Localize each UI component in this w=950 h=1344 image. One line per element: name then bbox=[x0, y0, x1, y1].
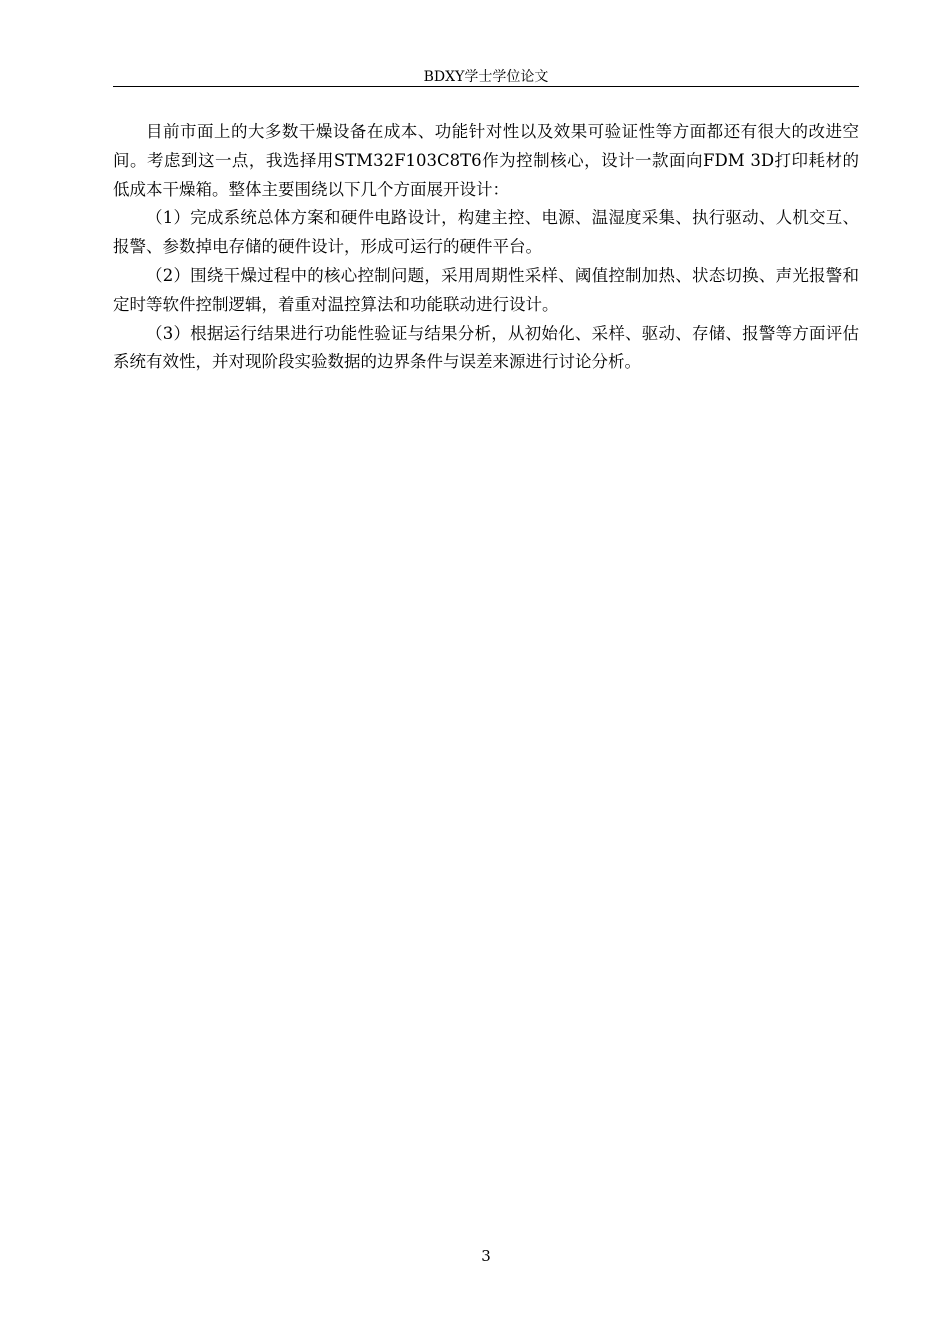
paragraph-item-3: （3）根据运行结果进行功能性验证与结果分析，从初始化、采样、驱动、存储、报警等方面评估系统有效性，并对现阶段实验数据的边界条件与误差来源进行讨论分析。 bbox=[113, 323, 859, 372]
running-header: BDXY学士学位论文 bbox=[423, 69, 549, 85]
paragraph-item-2: （2）围绕干燥过程中的核心控制问题，采用周期性采样、阈值控制加热、状态切换、声光报警和定时等软件控制逻辑，着重对温控算法和功能联动进行设计。 bbox=[113, 265, 859, 314]
body-text bbox=[113, 118, 859, 377]
page-number: 3 bbox=[481, 1247, 491, 1265]
header-divider bbox=[113, 86, 859, 87]
paragraph-item-1: （1）完成系统总体方案和硬件电路设计，构建主控、电源、温湿度采集、执行驱动、人机交互、报警、参数掉电存储的硬件设计，形成可运行的硬件平台。 bbox=[113, 208, 859, 257]
paragraph-intro: 目前市面上的大多数干燥设备在成本、功能针对性以及效果可验证性等方面都还有很大的改进空间。考虑到这一点，我选择用STM32F103C8T6作为控制核心，设计一款面向FDM 3D打印耗材的低成本干燥箱。整体主要围绕以下几个方面展开设计： bbox=[113, 122, 859, 199]
